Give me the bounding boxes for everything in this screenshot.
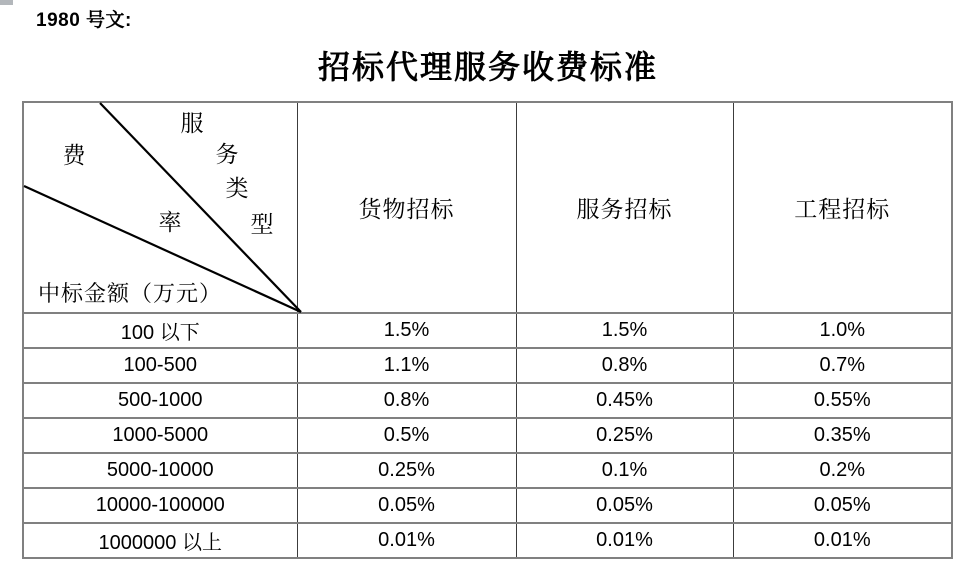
amount-range-cell: 500-1000 bbox=[23, 383, 297, 418]
corner-service-type-char-1: 服 bbox=[180, 111, 204, 136]
doc-number-note: 1980 号文: bbox=[36, 10, 132, 31]
goods-rate-cell: 0.5% bbox=[297, 418, 516, 453]
goods-rate-cell: 0.25% bbox=[297, 453, 516, 488]
table-row bbox=[23, 453, 952, 488]
corner-row-axis-label: 中标金额（万元） bbox=[38, 281, 223, 306]
works-rate-cell: 0.05% bbox=[733, 488, 952, 523]
column-header-goods-bidding: 货物招标 bbox=[297, 102, 516, 313]
works-rate-cell: 0.01% bbox=[733, 523, 952, 558]
works-rate-cell: 0.55% bbox=[733, 383, 952, 418]
works-rate-cell: 1.0% bbox=[733, 313, 952, 348]
page-title: 招标代理服务收费标准 bbox=[317, 49, 658, 85]
services-rate-cell: 0.1% bbox=[516, 453, 733, 488]
goods-rate-cell: 0.01% bbox=[297, 523, 516, 558]
fee-schedule-table bbox=[22, 101, 953, 559]
corner-service-type-char-4: 型 bbox=[250, 212, 274, 237]
works-rate-cell: 0.35% bbox=[733, 418, 952, 453]
table-row bbox=[23, 523, 952, 558]
corner-service-type-char-3: 类 bbox=[225, 176, 249, 201]
column-header-engineering-bidding: 工程招标 bbox=[733, 102, 952, 313]
table-row bbox=[23, 418, 952, 453]
goods-rate-cell: 1.1% bbox=[297, 348, 516, 383]
corner-rate-char-2: 率 bbox=[158, 210, 182, 235]
table-corner-cell bbox=[23, 102, 297, 313]
table-row bbox=[23, 383, 952, 418]
goods-rate-cell: 1.5% bbox=[297, 313, 516, 348]
amount-range-cell: 5000-10000 bbox=[23, 453, 297, 488]
amount-range-cell: 1000000 以上 bbox=[23, 523, 297, 558]
goods-rate-cell: 0.05% bbox=[297, 488, 516, 523]
table-header-row bbox=[23, 102, 952, 313]
amount-range-cell: 10000-100000 bbox=[23, 488, 297, 523]
amount-range-cell: 1000-5000 bbox=[23, 418, 297, 453]
amount-range-cell: 100 以下 bbox=[23, 313, 297, 348]
corner-service-type-char-2: 务 bbox=[215, 142, 239, 167]
table-row bbox=[23, 348, 952, 383]
table-row bbox=[23, 313, 952, 348]
services-rate-cell: 0.45% bbox=[516, 383, 733, 418]
works-rate-cell: 0.7% bbox=[733, 348, 952, 383]
works-rate-cell: 0.2% bbox=[733, 453, 952, 488]
services-rate-cell: 0.8% bbox=[516, 348, 733, 383]
corner-rate-char-1: 费 bbox=[62, 143, 86, 168]
table-row bbox=[23, 488, 952, 523]
amount-range-cell: 100-500 bbox=[23, 348, 297, 383]
screen-edge-artifact bbox=[0, 0, 13, 5]
services-rate-cell: 0.25% bbox=[516, 418, 733, 453]
goods-rate-cell: 0.8% bbox=[297, 383, 516, 418]
column-header-services-bidding: 服务招标 bbox=[516, 102, 733, 313]
services-rate-cell: 1.5% bbox=[516, 313, 733, 348]
services-rate-cell: 0.05% bbox=[516, 488, 733, 523]
services-rate-cell: 0.01% bbox=[516, 523, 733, 558]
